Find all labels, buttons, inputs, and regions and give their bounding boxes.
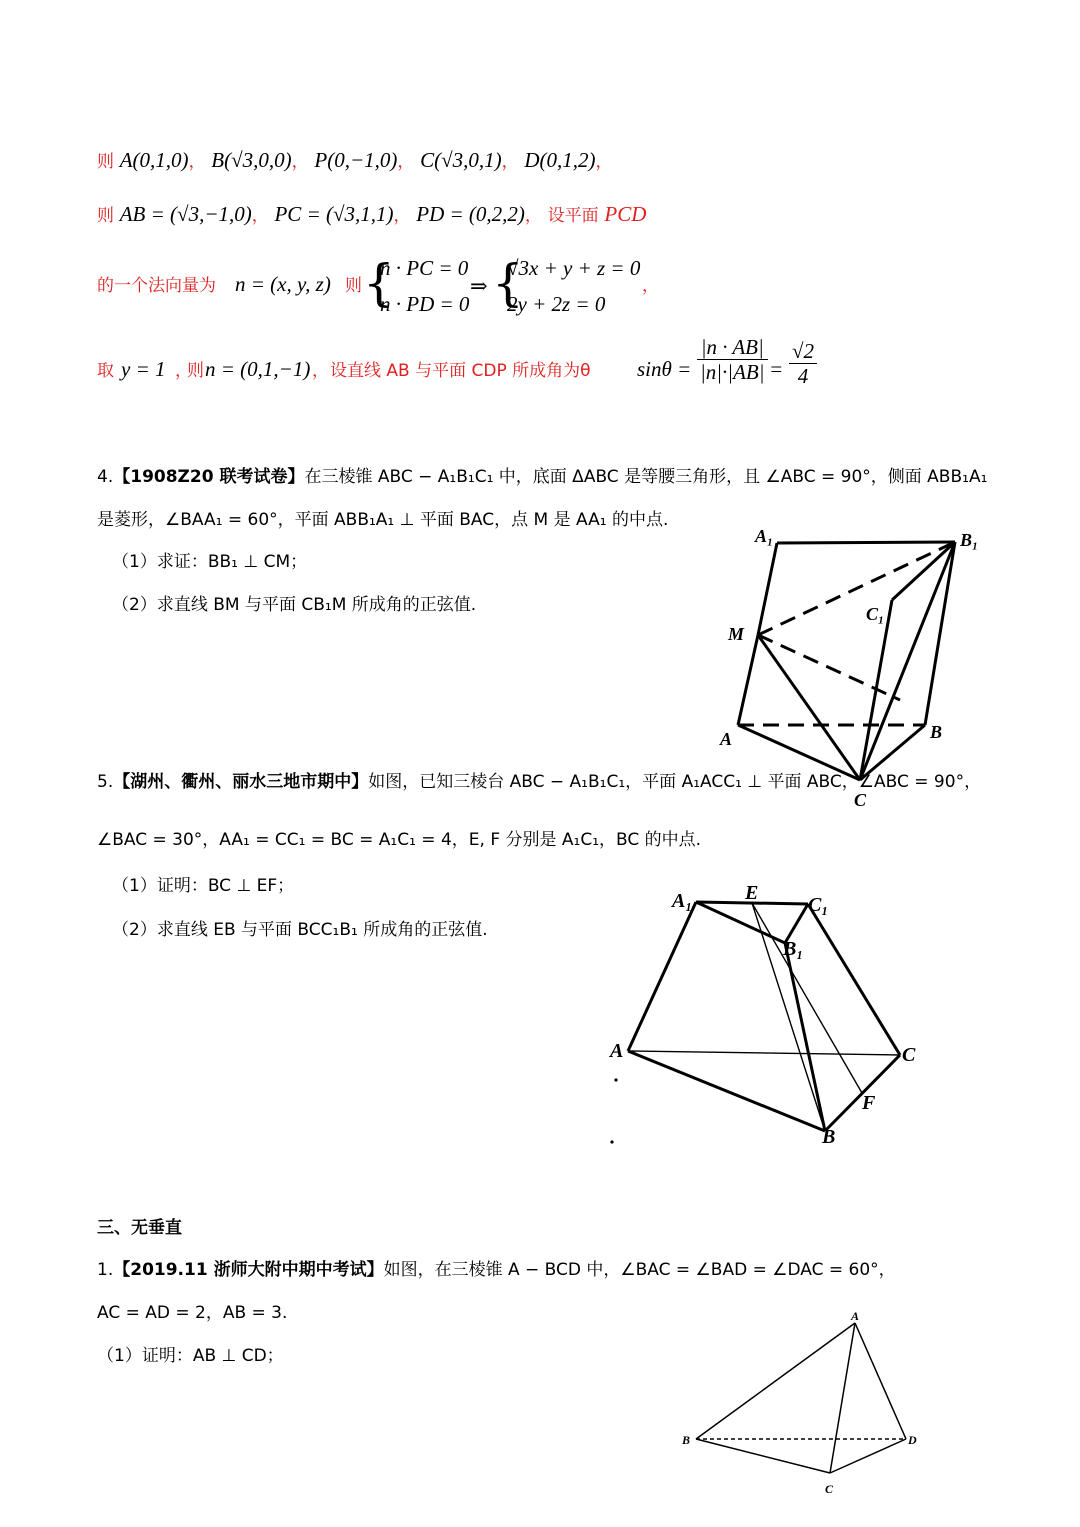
problem6-text1: 如图，在三棱锥 A − BCD 中，∠BAC = ∠BAD = ∠DAC = 60°， [383,1260,896,1280]
normal-text: 的一个法向量为 [97,276,216,296]
label-b: B [822,1126,836,1148]
label-m: M [728,624,745,644]
system-right-2: 2y + 2z = 0 [507,292,606,316]
system-right-1: √3x + y + z = 0 [507,256,641,280]
problem5-line1 [97,770,981,794]
system-left-2: n · PD = 0 [380,292,470,316]
vectors-prefix: 则 [97,206,114,226]
problem4-text1: 在三棱锥 ABC − A₁B₁C₁ 中，底面 ΔABC 是等腰三角形，且 ∠ABC = 90°，侧面 ABB₁A₁ [304,467,988,487]
label-a: A [851,1309,860,1323]
problem4-prism-figure [700,520,1000,810]
problem4-number: 4. [97,467,114,487]
vector-ab: AB = (√3,−1,0) [119,202,252,226]
label-f: F [862,1092,876,1114]
label-a1: A₁ [755,526,774,546]
sin-fraction [697,335,768,384]
label-e: E [745,882,759,904]
problem5-source: 【湖州、衢州、丽水三地市期中】 [113,772,369,792]
problem6-line1 [97,1258,896,1282]
label-b: B [930,722,943,742]
label-b1: B₁ [960,530,979,550]
result-numerator: √2 [789,339,817,364]
label-c1: C₁ [866,604,885,624]
section3-title: 三、无垂直 [97,1218,182,1238]
result-fraction [789,339,817,388]
problem5-frustum-figure [600,875,930,1155]
solution-coords-line: 则 A(0,1,0)， B(√3,0,0)， P(0,−1,0)， C(√3,0,1)， D(0,1,2)， [97,148,613,172]
problem5-text1: 如图，已知三棱台 ABC − A₁B₁C₁，平面 A₁ACC₁ ⊥ 平面 ABC，∠ABC = 90°， [368,772,982,792]
solution-vectors-line: 则 AB = (√3,−1,0)， PC = (√3,1,1)， PD = (0,2,2)， 设平面 PCD [97,202,647,226]
problem4-q1: （1）求证：BB₁ ⊥ CM； [112,552,308,572]
problem4-source: 【1908Z20 联考试卷】 [113,467,305,487]
problem6-line2: AC = AD = 2，AB = 3. [97,1303,288,1323]
problem6-tetrahedron-figure [670,1305,930,1505]
vector-pc: PC = (√3,1,1) [274,202,394,226]
fraction-numerator: |n · AB| [697,335,768,360]
result-denominator: 4 [797,364,809,388]
system-left-1: n · PC = 0 [380,256,469,280]
normal-value: n = (0,1,−1) [205,357,311,381]
implies-symbol: ⇒ [470,274,488,298]
problem5-number: 5. [97,772,114,792]
problem4-q2: （2）求直线 BM 与平面 CB₁M 所成角的正弦值. [112,595,477,615]
label-c: C [825,1482,834,1496]
label-d: D [908,1433,917,1447]
problem6-number: 1. [97,1260,114,1280]
set-plane-text: 设平面 [547,206,599,226]
angle-text: 设直线 AB 与平面 CDP 所成角为θ [330,361,591,381]
problem5-q1: （1）证明：BC ⊥ EF； [112,876,295,896]
label-c: C [902,1044,916,1066]
coord-b: B(√3,0,0) [211,148,292,172]
problem4-line1 [97,465,987,489]
problem5-q2: （2）求直线 EB 与平面 BCC₁B₁ 所成角的正弦值. [112,920,488,940]
label-a: A [720,729,733,749]
take-text: 取 [97,361,114,381]
label-c: C [854,790,867,810]
coord-prefix: 则 [97,152,114,172]
then-text: 则 [345,276,362,296]
problem6-source: 【2019.11 浙师大附中期中考试】 [113,1260,384,1280]
coord-p: P(0,−1,0) [314,148,398,172]
left-brace: { [363,254,395,312]
label-a: A [610,1040,624,1062]
label-b1: B₁ [783,938,804,960]
problem5-line2: ∠BAC = 30°，AA₁ = CC₁ = BC = A₁C₁ = 4，E, F 分别是 A₁C₁，BC 的中点. [97,830,702,850]
normal-var: n = (x, y, z) [235,272,331,296]
then2-text: 则 [187,361,204,381]
coord-c: C(√3,0,1) [420,148,502,172]
coord-a: A(0,1,0) [119,148,189,172]
problem6-q1: （1）证明：AB ⊥ CD； [97,1346,284,1366]
sin-expr: sinθ = [637,357,692,381]
coord-d: D(0,1,2) [524,148,596,172]
label-c1: C₁ [808,894,829,916]
problem4-line2: 是菱形，∠BAA₁ = 60°，平面 ABB₁A₁ ⊥ 平面 BAC，点 M 是 AA₁ 的中点. [97,510,669,530]
label-a1: A₁ [672,890,693,912]
fraction-denominator: |n|·|AB| [700,360,765,384]
vector-pd: PD = (0,2,2) [416,202,525,226]
take-value: y = 1 [121,357,166,381]
right-brace: { [492,254,524,312]
plane-name: PCD [604,202,647,226]
label-b: B [682,1433,691,1447]
